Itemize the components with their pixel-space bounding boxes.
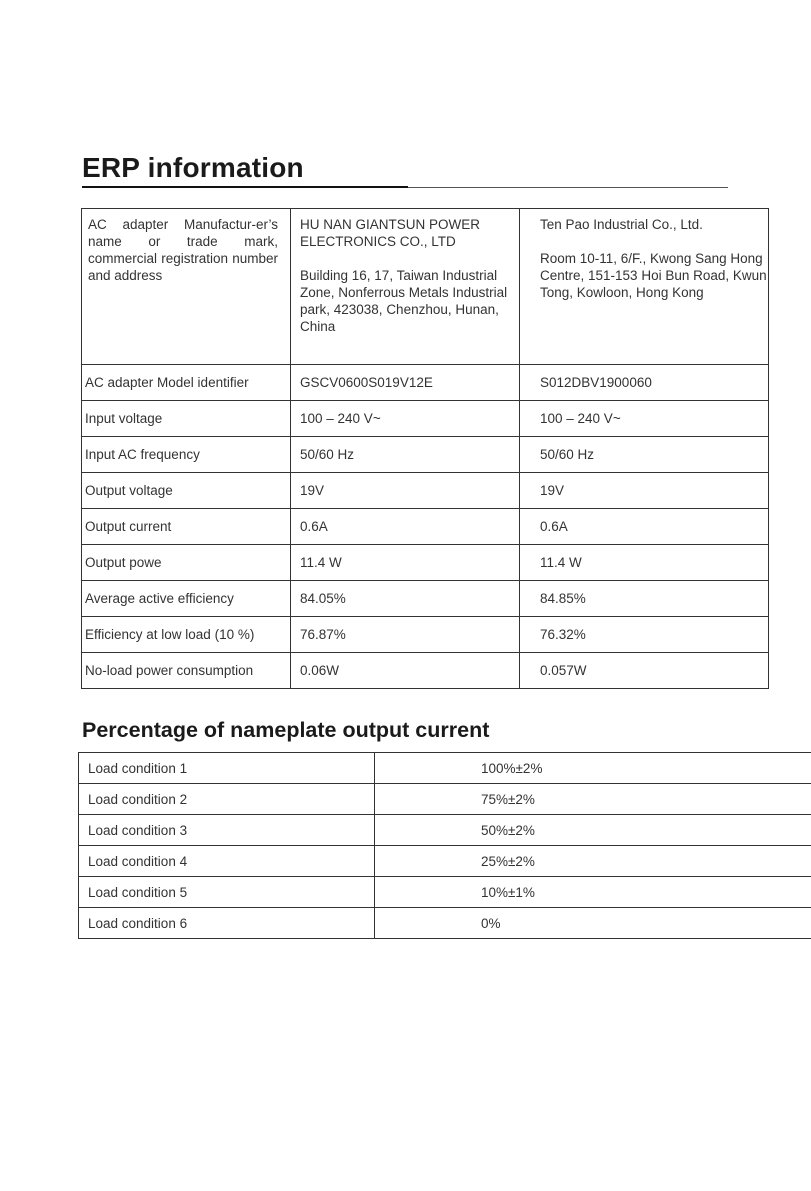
row-value-a: 84.05% [291, 581, 520, 617]
row-value-b: 19V [520, 473, 769, 509]
manufacturer-b-name: Ten Pao Industrial Co., Ltd. [540, 217, 703, 232]
manufacturer-label: AC adapter Manufactur-er’s name or trade mark, commercial registration number and address [82, 209, 291, 365]
row-value-b: 84.85% [520, 581, 769, 617]
row-label: Output current [82, 509, 291, 545]
row-label: Efficiency at low load (10 %) [82, 617, 291, 653]
manufacturer-a-name: HU NAN GIANTSUN POWER ELECTRONICS CO., LTD [300, 217, 481, 249]
row-value-a: GSCV0600S019V12E [291, 365, 520, 401]
table-row [79, 784, 811, 815]
load-label: Load condition 4 [79, 846, 375, 877]
row-value-b: 0.057W [520, 653, 769, 689]
load-value: 10%±1% [375, 877, 811, 908]
table-row [82, 365, 769, 401]
row-value-a: 50/60 Hz [291, 437, 520, 473]
table-row [79, 753, 811, 784]
row-label: Output voltage [82, 473, 291, 509]
row-label: Output powe [82, 545, 291, 581]
row-value-a: 100 – 240 V~ [291, 401, 520, 437]
table-row [79, 815, 811, 846]
row-label: No-load power consumption [82, 653, 291, 689]
table-row [82, 209, 769, 365]
row-value-a: 0.06W [291, 653, 520, 689]
row-label: Input voltage [82, 401, 291, 437]
load-value: 25%±2% [375, 846, 811, 877]
load-label: Load condition 6 [79, 908, 375, 939]
row-value-b: S012DBV1900060 [520, 365, 769, 401]
load-label: Load condition 1 [79, 753, 375, 784]
manufacturer-b-address: Room 10-11, 6/F., Kwong Sang Hong Centre, 151-153 Hoi Bun Road, Kwun Tong, Kowloon, Hong Kong [540, 251, 767, 300]
load-label: Load condition 3 [79, 815, 375, 846]
table-row [79, 877, 811, 908]
title-underline [82, 186, 408, 188]
table-row [82, 509, 769, 545]
manufacturer-b-cell [520, 209, 769, 365]
load-value: 0% [375, 908, 811, 939]
row-label: Average active efficiency [82, 581, 291, 617]
erp-table [81, 208, 769, 689]
row-value-b: 11.4 W [520, 545, 769, 581]
table-row [82, 473, 769, 509]
table-row [82, 545, 769, 581]
row-value-a: 0.6A [291, 509, 520, 545]
row-label: Input AC frequency [82, 437, 291, 473]
row-value-a: 11.4 W [291, 545, 520, 581]
erp-title: ERP information [82, 152, 304, 183]
load-value: 75%±2% [375, 784, 811, 815]
table-row [79, 908, 811, 939]
load-label: Load condition 2 [79, 784, 375, 815]
row-value-a: 76.87% [291, 617, 520, 653]
row-value-a: 19V [291, 473, 520, 509]
row-value-b: 0.6A [520, 509, 769, 545]
load-value: 100%±2% [375, 753, 811, 784]
load-condition-table [78, 752, 811, 939]
table-row [82, 581, 769, 617]
row-value-b: 76.32% [520, 617, 769, 653]
title-rule [408, 187, 728, 188]
table-row [82, 617, 769, 653]
row-value-b: 50/60 Hz [520, 437, 769, 473]
load-value: 50%±2% [375, 815, 811, 846]
table-row [82, 401, 769, 437]
percentage-title: Percentage of nameplate output current [82, 718, 490, 742]
table-row [79, 846, 811, 877]
table-row [82, 437, 769, 473]
manufacturer-a-cell [291, 209, 520, 365]
load-label: Load condition 5 [79, 877, 375, 908]
manufacturer-a-address: Building 16, 17, Taiwan Industrial Zone, Nonferrous Metals Industrial park, 423038, Chenzhou, Hunan, China [300, 268, 508, 334]
table-row [82, 653, 769, 689]
row-label: AC adapter Model identifier [82, 365, 291, 401]
row-value-b: 100 – 240 V~ [520, 401, 769, 437]
